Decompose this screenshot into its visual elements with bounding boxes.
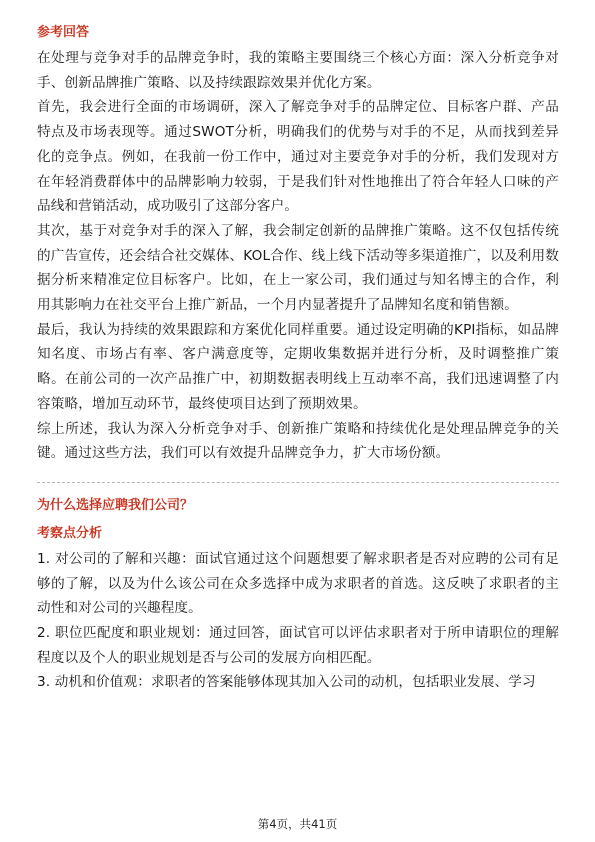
answer-paragraph: 其次，基于对竞争对手的深入了解，我会制定创新的品牌推广策略。这不仅包括传统的广告宣传，还会结合社交媒体、KOL合作、线上线下活动等多渠道推广，以及利用数据分析来精准定位目标客户。比如，在上一家公司，我们通过与知名博主的合作，利用其影响力在社交平台上推广新品，一个月内显著提升了品牌知名度和销售额。 xyxy=(37,222,559,314)
analysis-point: 1. 对公司的了解和兴趣：面试官通过这个问题想要了解求职者是否对应聘的公司有足够的了解，以及为什么该公司在众多选择中成为求职者的首选。这反映了求职者的主动性和对公司的兴趣程度。 xyxy=(37,550,559,617)
question-title: 为什么选择应聘我们公司？ xyxy=(37,497,194,513)
analysis-point: 3. 动机和价值观：求职者的答案能够体现其加入公司的动机，包括职业发展、学习 xyxy=(37,674,536,691)
answer-paragraph: 综上所述，我认为深入分析竞争对手、创新推广策略和持续优化是处理品牌竞争的关键。通过这些方法，我们可以有效提升品牌竞争力，扩大市场份额。 xyxy=(37,420,559,462)
page-content xyxy=(37,24,559,695)
answer-heading: 参考回答 xyxy=(37,25,90,40)
page-number: 第4页，共41页 xyxy=(257,817,338,831)
answer-paragraph: 最后，我认为持续的效果跟踪和方案优化同样重要。通过设定明确的KPI指标，如品牌知名度、市场占有率、客户满意度等，定期收集数据并进行分析，及时调整推广策略。在前公司的一次产品推广中，初期数据表明线上互动率不高，我们迅速调整了内容策略，增加互动环节，最终使项目达到了预期效果。 xyxy=(37,321,559,412)
analysis-point: 2. 职位匹配度和职业规划：通过回答，面试官可以评估求职者对于所申请职位的理解程度以及个人的职业规划是否与公司的发展方向相匹配。 xyxy=(37,625,559,666)
section-divider xyxy=(37,482,559,483)
answer-paragraph: 首先，我会进行全面的市场调研，深入了解竞争对手的品牌定位、目标客户群、产品特点及市场表现等。通过SWOT分析，明确我们的优势与对手的不足，从而找到差异化的竞争点。例如，在我前一份工作中，通过对主要竞争对手的分析，我们发现对方在年轻消费群体中的品牌影响力较弱，于是我们针对性地推出了符合年轻人口味的产品线和营销活动，成功吸引了这部分客户。 xyxy=(37,99,559,215)
answer-paragraph: 在处理与竞争对手的品牌竞争时，我的策略主要围绕三个核心方面：深入分析竞争对手、创新品牌推广策略、以及持续跟踪效果并优化方案。 xyxy=(37,50,559,91)
analysis-heading: 考察点分析 xyxy=(37,525,103,541)
